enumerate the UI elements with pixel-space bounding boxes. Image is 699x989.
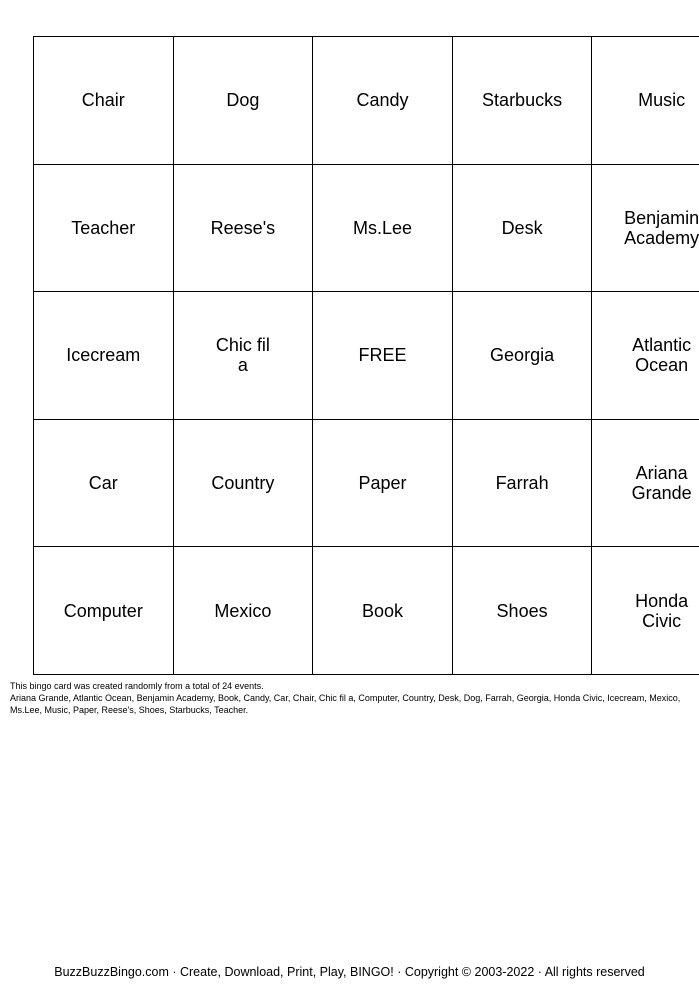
- cell-label: Ariana Grande: [631, 463, 692, 504]
- cell-label: FREE: [358, 345, 407, 366]
- cell-label: Atlantic Ocean: [632, 335, 692, 376]
- bingo-cell: [452, 547, 592, 675]
- cell-label: Book: [361, 600, 403, 621]
- cell-label: Dog: [226, 90, 260, 111]
- bingo-cell: [34, 547, 174, 675]
- cell-label: Mexico: [214, 600, 272, 621]
- bingo-cell: [34, 37, 174, 165]
- cell-label: Teacher: [71, 217, 136, 238]
- bingo-cell: [173, 164, 313, 292]
- bingo-cell: [592, 164, 699, 292]
- cell-label: Country: [211, 473, 275, 494]
- bingo-cell: [452, 419, 592, 547]
- bingo-cell: [34, 419, 174, 547]
- bingo-cell: [34, 164, 174, 292]
- bingo-cell: [313, 164, 453, 292]
- bingo-cell: [173, 547, 313, 675]
- cell-label: Honda Civic: [635, 590, 689, 631]
- bingo-row-3: [34, 292, 699, 420]
- cell-label: Chair: [81, 90, 125, 111]
- cell-label: Paper: [358, 473, 407, 494]
- card-info-summary: This bingo card was created randomly from a total of 24 events.: [10, 681, 264, 691]
- bingo-cell: [173, 37, 313, 165]
- bingo-cell: [592, 37, 699, 165]
- bingo-cell: [313, 547, 453, 675]
- free-cell: [313, 292, 453, 420]
- cell-label: Shoes: [496, 600, 548, 621]
- cell-label: Music: [638, 90, 686, 111]
- card-info-event-list: Ariana Grande, Atlantic Ocean, Benjamin Academy, Book, Candy, Car, Chair, Chic fil a, Computer, Country, Desk, Dog, Farrah, Georgia, Honda Civic, Icecream, Mexico, Ms.Lee, Music, Paper, Reese's, Shoes, Starbucks, Teacher.: [10, 693, 681, 715]
- cell-label: Starbucks: [482, 90, 563, 111]
- bingo-row-1: [34, 37, 699, 165]
- page-footer: BuzzBuzzBingo.com · Create, Download, Print, Play, BINGO! · Copyright © 2003-2022 · All rights reserved: [54, 965, 645, 979]
- cell-label: Car: [88, 473, 118, 494]
- bingo-cell: [173, 419, 313, 547]
- bingo-row-5: [34, 547, 699, 675]
- cell-label: Georgia: [490, 345, 555, 366]
- bingo-cell: [452, 37, 592, 165]
- bingo-cell: [452, 292, 592, 420]
- bingo-cell: [313, 419, 453, 547]
- cell-label: Benjamin Academy: [624, 207, 699, 248]
- bingo-cell: [173, 292, 313, 420]
- cell-label: Icecream: [66, 345, 141, 366]
- cell-label: Desk: [501, 217, 543, 238]
- cell-label: Ms.Lee: [352, 217, 412, 238]
- bingo-cell: [592, 419, 699, 547]
- bingo-cell: [452, 164, 592, 292]
- bingo-cell: [313, 37, 453, 165]
- bingo-card: [33, 36, 699, 675]
- cell-label: Chic fil a: [215, 335, 270, 376]
- bingo-row-4: [34, 419, 699, 547]
- card-info: [10, 680, 690, 716]
- bingo-cell: [34, 292, 174, 420]
- bingo-row-2: [34, 164, 699, 292]
- bingo-cell: [592, 292, 699, 420]
- cell-label: Computer: [63, 600, 143, 621]
- cell-label: Candy: [356, 90, 409, 111]
- bingo-cell: [592, 547, 699, 675]
- cell-label: Reese's: [210, 217, 276, 238]
- cell-label: Farrah: [495, 473, 549, 494]
